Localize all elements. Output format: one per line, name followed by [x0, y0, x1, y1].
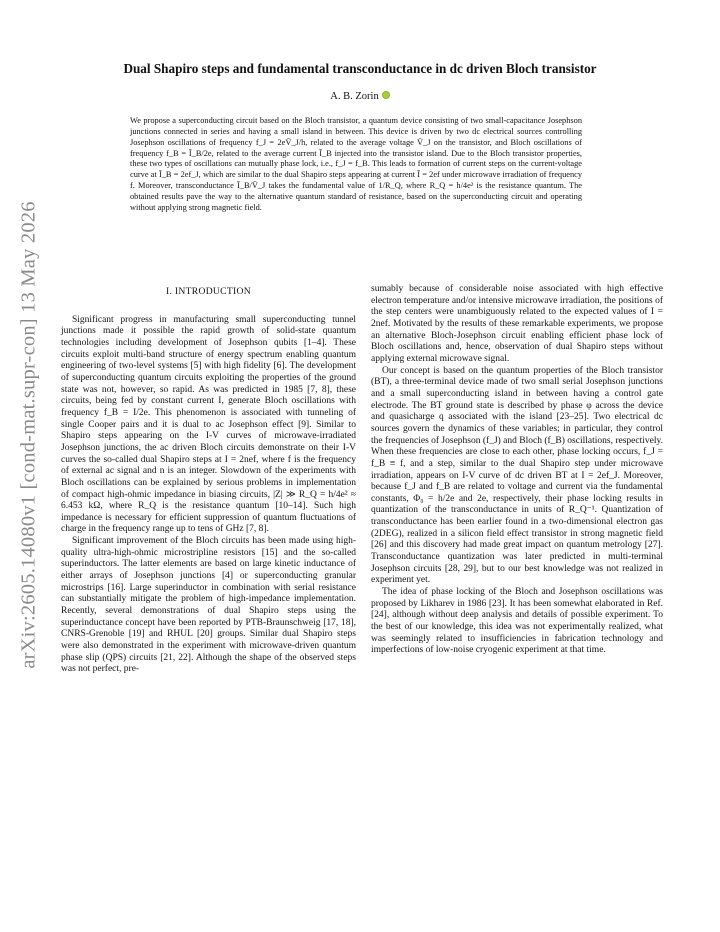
- orcid-icon[interactable]: [382, 91, 390, 99]
- paragraph: Significant progress in manufacturing small superconducting tunnel junctions made it possible the rapid growth of solid-state quantum technologies including development of Josephson qubits [1–4]. These circuits exploit multi-band structure of energy spectrum enabling quantum engineering of two-level systems [5] with high fidelity [6]. The development of superconducting quantum circuits exploiting the properties of the ground state was not, however, so rapid. As was predicted in 1985 [7, 8], these circuits, being fed by constant current I, generate Bloch oscillations with frequency f_B = I/2e. This phenomenon is associated with tunneling of single Cooper pairs and it is dual to ac Josephson effect [9]. Similar to Shapiro steps appearing on the I-V curves of microwave-irradiated Josephson junctions, the ac driven Bloch circuits demonstrate on their I-V curves the so-called dual Shapiro steps at I = 2nef, where f is the frequency of external ac signal and n is an integer. Slowdown of the experiments with Bloch oscillations can be explained by serious problems in implementation of compact high-ohmic impedance in biasing circuits, |Z| ≫ R_Q = h/4e² ≈ 6.453 kΩ, where R_Q is the resistance quantum [10–14]. Such high impedance is necessary for efficient suppression of quantum fluctuations of charge in the frequency range up to tens of GHz [7, 8].: [61, 314, 356, 535]
- left-column: [61, 284, 356, 676]
- section-heading: I. INTRODUCTION: [166, 286, 251, 297]
- arxiv-identifier: arXiv:2605.14080v1 [cond-mat.supr-con] 13 May 2026: [17, 201, 40, 669]
- paragraph: The idea of phase locking of the Bloch and Josephson oscillations was proposed by Likharev in 1986 [23]. It has been somewhat elaborated in Ref. [24], although without deep analysis and details of possible experiment. To the best of our knowledge, this idea was not experimentally realized, what was seemingly related to insufficiencies in fabrication technology and imperfections of low-noise cryogenic experiment at that time.: [371, 587, 663, 656]
- paragraph: sumably because of considerable noise associated with high effective electron temperature and/or intensive microwave irradiation, the positions of the step centers were unambiguously related to the expected values of I = 2nef. Motivated by the results of these remarkable experiments, we propose an alternative Bloch-Josephson circuit enabling efficient phase lock of Bloch oscillations and, hence, observation of dual Shapiro steps without applying external microwave signal.: [371, 284, 663, 364]
- right-column: [371, 284, 663, 657]
- paragraph: Our concept is based on the quantum properties of the Bloch transistor (BT), a three-terminal device made of two small serial Josephson junctions and a small superconducting island in between having a control gate electrode. The BT ground state is described by phase φ across the device and quasicharge q associated with the island [23–25]. Two electrical dc sources govern the dynamics of these variables; in particular, they control the frequencies of Josephson (f_J) and Bloch (f_B) oscillations, respectively. When these frequencies are close to each other, phase locking occurs, f_J = f_B ≡ f, and a step, similar to the dual Shapiro step under microwave irradiation, appears on I-V curve of dc driven BT at I = 2ef_J. Moreover, because f_J and f_B are related to voltage and current via the fundamental constants, Φ₀ = h/2e and 2e, respectively, their phase locking results in quantization of the transconductance in units of R_Q⁻¹. Quantization of transconductance has been earlier found in a two-dimensional electron gas (2DEG), realized in a silicon field effect transistor in strong magnetic field [26] and this discovery had made great impact on quantum metrology [27]. Transconductance quantization was later predicted in multi-terminal Josephson circuits [28, 29], but to our best knowledge was not realized in experiment yet.: [371, 365, 663, 586]
- author-line: [60, 91, 660, 102]
- paper-title: Dual Shapiro steps and fundamental transconductance in dc driven Bloch transistor: [123, 61, 597, 76]
- arxiv-sidebar: [14, 201, 44, 669]
- paragraph: Significant improvement of the Bloch circuits has been made using high-quality ultra-high-ohmic microstripline resistors [15] and the so-called superinductors. The latter elements are based on large kinetic inductance of either arrays of Josephson junctions [4] or superconducting granular microstrips [16]. Large superinductor in combination with serial resistance can substantially mitigate the problem of high-impedance implementation. Recently, several demonstrations of dual Shapiro steps using the superinductance concept have been reported by PTB-Braunschweig [17, 18], CNRS-Grenoble [19] and RHUL [20] groups. Similar dual Shapiro steps were also demonstrated in the experiment with microwave-driven quantum phase slip (QPS) circuits [21, 22]. Although the shape of the observed steps was not perfect, pre-: [61, 536, 356, 675]
- author-name: A. B. Zorin: [330, 91, 379, 102]
- abstract: We propose a superconducting circuit based on the Bloch transistor, a quantum device consisting of two small-capacitance Josephson junctions connected in series and having a small island in between. This device is driven by two dc electrical sources controlling Josephson oscillations of frequency f_J = 2eV̄_J/h, related to the average voltage V̄_J on the transistor, and Bloch oscillations of frequency f_B = Ī_B/2e, related to the average current Ī_B injected into the transistor island. Due to the Bloch transistor properties, these two types of oscillations can mutually phase lock, i.e., f_J = f_B. This leads to formation of current steps on the current-voltage curve at Ī_B = 2ef_J, which are similar to the dual Shapiro steps appearing at current Ī = 2ef under microwave irradiation of frequency f. Moreover, transconductance Ī_B/V̄_J takes the fundamental value of 1/R_Q, where R_Q = h/4e² is the resistance quantum. The obtained results pave the way to the alternative quantum standard of resistance, based on the superconducting circuit and operating without applying strong magnetic field.: [130, 116, 582, 212]
